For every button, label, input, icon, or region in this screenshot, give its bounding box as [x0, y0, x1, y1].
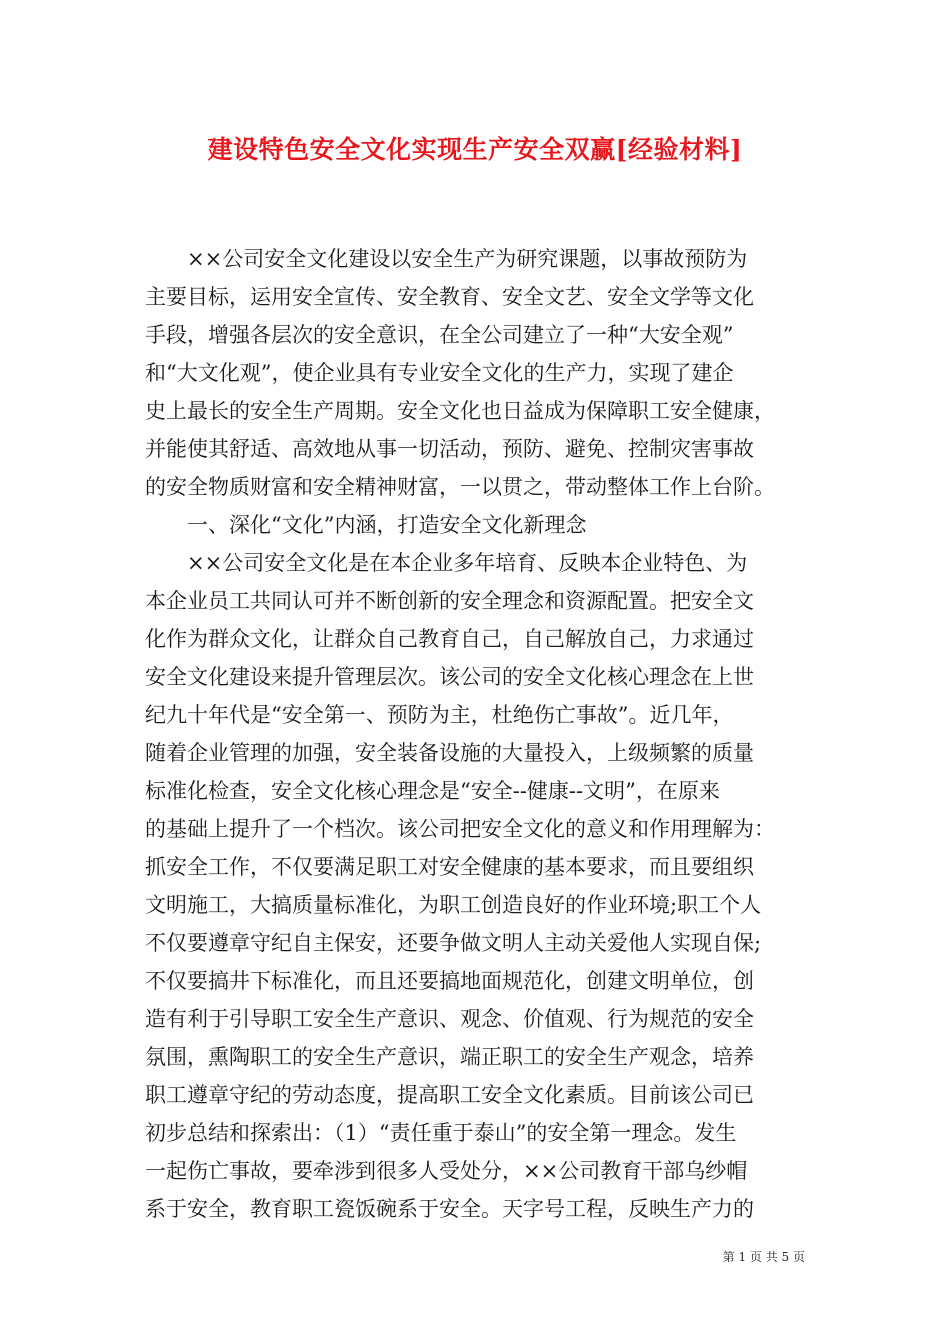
body-line: 一起伤亡事故，要牵涉到很多人受处分，××公司教育干部乌纱帽	[145, 1159, 748, 1183]
body-line: 不仅要搞井下标准化，而且还要搞地面规范化，创建文明单位，创	[145, 969, 754, 993]
body-line: 主要目标，运用安全宣传、安全教育、安全文艺、安全文学等文化	[145, 285, 754, 309]
page-footer: 第 1 页 共 5 页	[722, 1250, 805, 1264]
document-body	[145, 240, 810, 1228]
body-line: 随着企业管理的加强，安全装备设施的大量投入，上级频繁的质量	[145, 741, 754, 765]
body-line: 史上最长的安全生产周期。安全文化也日益成为保障职工安全健康，	[145, 399, 775, 423]
body-line: 纪九十年代是“安全第一、预防为主，杜绝伤亡事故”。近几年，	[145, 703, 734, 727]
body-line: 化作为群众文化，让群众自己教育自己，自己解放自己，力求通过	[145, 627, 754, 651]
body-line: 安全文化建设来提升管理层次。该公司的安全文化核心理念在上世	[145, 665, 754, 689]
body-line: 抓安全工作，不仅要满足职工对安全健康的基本要求，而且要组织	[145, 855, 754, 879]
body-line: 系于安全，教育职工瓷饭碗系于安全。天字号工程，反映生产力的	[145, 1197, 754, 1221]
body-line: ××公司安全文化是在本企业多年培育、反映本企业特色、为	[145, 551, 748, 575]
body-line: 和“大文化观”，使企业具有专业安全文化的生产力，实现了建企	[145, 361, 734, 385]
body-line: 氛围，熏陶职工的安全生产意识，端正职工的安全生产观念，培养	[145, 1045, 754, 1069]
body-line: 不仅要遵章守纪自主保安，还要争做文明人主动关爱他人实现自保;	[145, 931, 762, 955]
body-line: 手段，增强各层次的安全意识，在全公司建立了一种“大安全观”	[145, 323, 734, 347]
body-line: ××公司安全文化建设以安全生产为研究课题，以事故预防为	[145, 247, 748, 271]
body-line: 并能使其舒适、高效地从事一切活动，预防、避免、控制灾害事故	[145, 437, 754, 461]
body-line: 造有利于引导职工安全生产意识、观念、价值观、行为规范的安全	[145, 1007, 754, 1031]
body-line: 文明施工，大搞质量标准化，为职工创造良好的作业环境;职工个人	[145, 893, 762, 917]
document-title: 建设特色安全文化实现生产安全双赢[经验材料]	[207, 135, 743, 164]
body-line: 初步总结和探索出：（1）“责任重于泰山”的安全第一理念。发生	[145, 1121, 737, 1145]
section-heading: 一、深化“文化”内涵，打造安全文化新理念	[145, 513, 587, 537]
body-line: 本企业员工共同认可并不断创新的安全理念和资源配置。把安全文	[145, 589, 754, 613]
body-line: 标准化检查，安全文化核心理念是“安全--健康--文明”，在原来	[145, 779, 720, 803]
body-line: 的安全物质财富和安全精神财富，一以贯之，带动整体工作上台阶。	[145, 475, 775, 499]
body-line: 职工遵章守纪的劳动态度，提高职工安全文化素质。目前该公司已	[145, 1083, 754, 1107]
body-line: 的基础上提升了一个档次。该公司把安全文化的意义和作用理解为：	[145, 817, 775, 841]
